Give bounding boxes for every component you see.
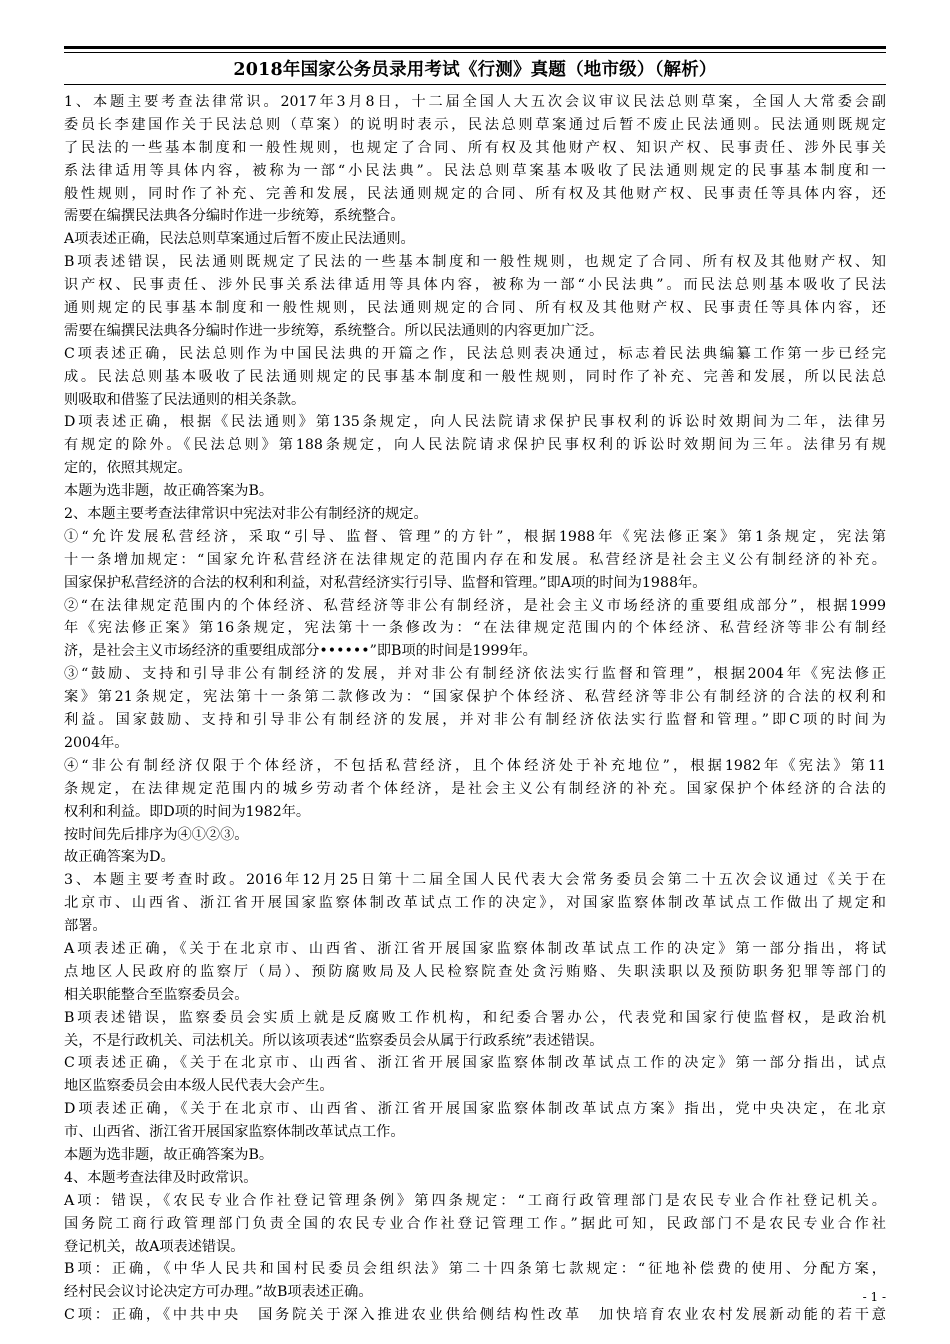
text-line: ④“非公有制经济仅限于个体经济，不包括私营经济，且个体经济处于补充地位”，根据1982年《宪法》第11 [64, 757, 886, 774]
text-line: 般性规则，同时作了补充、完善和发展，民法通则规定的合同、所有权及其他财产权、民事责任等具体内容，还 [64, 185, 886, 202]
header-rule-thin [64, 52, 886, 53]
title-underline [64, 84, 886, 85]
text-line: 本题为选非题，故正确答案为B。 [64, 483, 274, 500]
text-line: D项表述正确，根据《民法通则》第135条规定，向人民法院请求保护民事权利的诉讼时效期间为二年，法律另 [64, 414, 886, 431]
text-line: 2004年。 [64, 734, 129, 751]
text-line: 部署。 [64, 918, 107, 935]
text-line: 定的，依照其规定。 [64, 460, 192, 477]
text-line: 按时间先后排序为④①②③。 [64, 826, 249, 843]
text-line: 需要在编撰民法典各分编时作进一步统筹，系统整合。所以民法通则的内容更加广泛。 [64, 322, 604, 339]
text-line: C项表述正确，民法总则作为中国民法典的开篇之作，民法总则表决通过，标志着民法典编纂工作第一步已经完 [64, 345, 886, 362]
text-line: ③“鼓励、支持和引导非公有制经济的发展，并对非公有制经济依法实行监督和管理”，根据2004年《宪法修正 [64, 666, 886, 683]
text-line: 故正确答案为D。 [64, 849, 175, 866]
text-line: A项表述正确，《关于在北京市、山西省、浙江省开展国家监察体制改革试点工作的决定》第一部分指出，将试 [64, 940, 886, 957]
text-line: 点地区人民政府的监察厅（局）、预防腐败局及人民检察院查处贪污贿赂、失职渎职以及预防职务犯罪等部门的 [64, 963, 886, 980]
text-line: 国务院工商行政管理部门负责全国的农民专业合作社登记管理工作。”据此可知，民政部门不是农民专业合作社 [64, 1215, 886, 1232]
text-line: 经村民会议讨论决定方可办理。”故B项表述正确。 [64, 1284, 373, 1301]
text-line: 需要在编撰民法典各分编时作进一步统筹，系统整合。 [64, 208, 405, 225]
document-title: 2018年国家公务员录用考试《行测》真题（地市级）（解析） [233, 60, 717, 80]
text-line: 国家保护私营经济的合法的权利和利益，对私营经济实行引导、监督和管理。”即A项的时间为1988年。 [64, 574, 707, 591]
text-line: C项：正确，《中共中央 国务院关于深入推进农业供给侧结构性改革 加快培育农业农村发展新动能的若干意 [64, 1307, 886, 1324]
text-line: 识产权、民事责任、涉外民事关系法律适用等具体内容，被称为一部“小民法典”。而民法总则基本吸收了民法 [64, 277, 886, 294]
text-line: 了民法的一些基本制度和一般性规则，也规定了合同、所有权及其他财产权、知识产权、民事责任、涉外民事关 [64, 139, 886, 156]
text-line: A项表述正确，民法总则草案通过后暂不废止民法通则。 [64, 231, 415, 248]
text-line: 3、本题主要考查时政。2016年12月25日第十二届全国人民代表大会常务委员会第二十五次会议通过《关于在 [64, 872, 886, 889]
text-line: B项：正确，《中华人民共和国村民委员会组织法》第二十四条第七款规定：“征地补偿费的使用、分配方案， [64, 1261, 886, 1278]
text-line: 关，不是行政机关、司法机关。所以该项表述“监察委员会从属于行政系统”表述错误。 [64, 1032, 604, 1049]
text-line: C项表述正确，《关于在北京市、山西省、浙江省开展国家监察体制改革试点工作的决定》第一部分指出，试点 [64, 1055, 886, 1072]
text-line: B项表述错误，监察委员会实质上就是反腐败工作机构，和纪委合署办公，代表党和国家行使监督权，是政治机 [64, 1009, 886, 1026]
text-line: 地区监察委员会由本级人民代表大会产生。 [64, 1078, 334, 1095]
text-line: 登记机关，故A项表述错误。 [64, 1238, 245, 1255]
text-line: 4、本题考查法律及时政常识。 [64, 1169, 258, 1186]
text-line: 权利和利益。即D项的时间为1982年。 [64, 803, 311, 820]
text-line: 案》第21条规定，宪法第十一条第二款修改为：“国家保护个体经济、私营经济等非公有制经济的合法的权利和 [64, 689, 886, 706]
text-line: 有规定的除外。《民法总则》第188条规定，向人民法院请求保护民事权利的诉讼时效期间为三年。法律另有规 [64, 437, 886, 454]
text-line: B项表述错误，民法通则既规定了民法的一些基本制度和一般性规则，也规定了合同、所有权及其他财产权、知 [64, 254, 886, 271]
document-body [64, 91, 886, 1324]
header-rule-thick [64, 46, 886, 49]
text-line: A项：错误，《农民专业合作社登记管理条例》第四条规定：“工商行政管理部门是农民专业合作社登记机关。 [64, 1192, 886, 1209]
text-line: 市、山西省、浙江省开展国家监察体制改革试点工作。 [64, 1124, 405, 1141]
text-line: 系法律适用等具体内容，被称为一部“小民法典”。民法总则草案基本吸收了民法通则规定的民事基本制度和一 [64, 162, 886, 179]
text-line: 年《宪法修正案》第16条规定，宪法第十一条修改为：“在法律规定范围内的个体经济、私营经济等非公有制经 [64, 620, 886, 637]
page-number: - 1 - [862, 1290, 886, 1304]
text-line: 2、本题主要考查法律常识中宪法对非公有制经济的规定。 [64, 506, 428, 523]
text-line: D项表述正确，《关于在北京市、山西省、浙江省开展国家监察体制改革试点方案》指出，党中央决定，在北京 [64, 1101, 886, 1118]
text-line: 通则规定的民事基本制度和一般性规则，民法通则规定的合同、所有权及其他财产权、民事责任等具体内容，还 [64, 300, 886, 317]
text-line: 北京市、山西省、浙江省开展国家监察体制改革试点工作的决定》，对国家监察体制改革试点工作做出了规定和 [64, 895, 886, 912]
text-line: 委员长李建国作关于民法总则（草案）的说明时表示，民法总则草案通过后暂不废止民法通则。民法通则既规定 [64, 116, 886, 133]
text-line: 济，是社会主义市场经济的重要组成部分••••••”即B项的时间是1999年。 [64, 643, 537, 660]
text-line: 相关职能整合至监察委员会。 [64, 986, 249, 1003]
text-line: 十一条增加规定：“国家允许私营经济在法律规定的范围内存在和发展。私营经济是社会主义公有制经济的补充。 [64, 551, 886, 568]
text-line: ②“在法律规定范围内的个体经济、私营经济等非公有制经济，是社会主义市场经济的重要组成部分”，根据1999 [64, 597, 886, 614]
text-line: ①“允许发展私营经济，采取“引导、监督、管理”的方针”，根据1988年《宪法修正案》第1条规定，宪法第 [64, 528, 886, 545]
text-line: 条规定，在法律规定范围内的城乡劳动者个体经济，是社会主义公有制经济的补充。国家保护个体经济的合法的 [64, 780, 886, 797]
text-line: 成。民法总则基本吸收了民法通则规定的民事基本制度和一般性规则，同时作了补充、完善和发展，所以民法总 [64, 368, 886, 385]
text-line: 本题为选非题，故正确答案为B。 [64, 1146, 274, 1163]
text-line: 利益。国家鼓励、支持和引导非公有制经济的发展，并对非公有制经济依法实行监督和管理。”即C项的时间为 [64, 712, 886, 729]
text-line: 1、本题主要考查法律常识。2017年3月8日，十二届全国人大五次会议审议民法总则草案，全国人大常委会副 [64, 94, 886, 110]
text-line: 则吸取和借鉴了民法通则的相关条款。 [64, 391, 306, 408]
